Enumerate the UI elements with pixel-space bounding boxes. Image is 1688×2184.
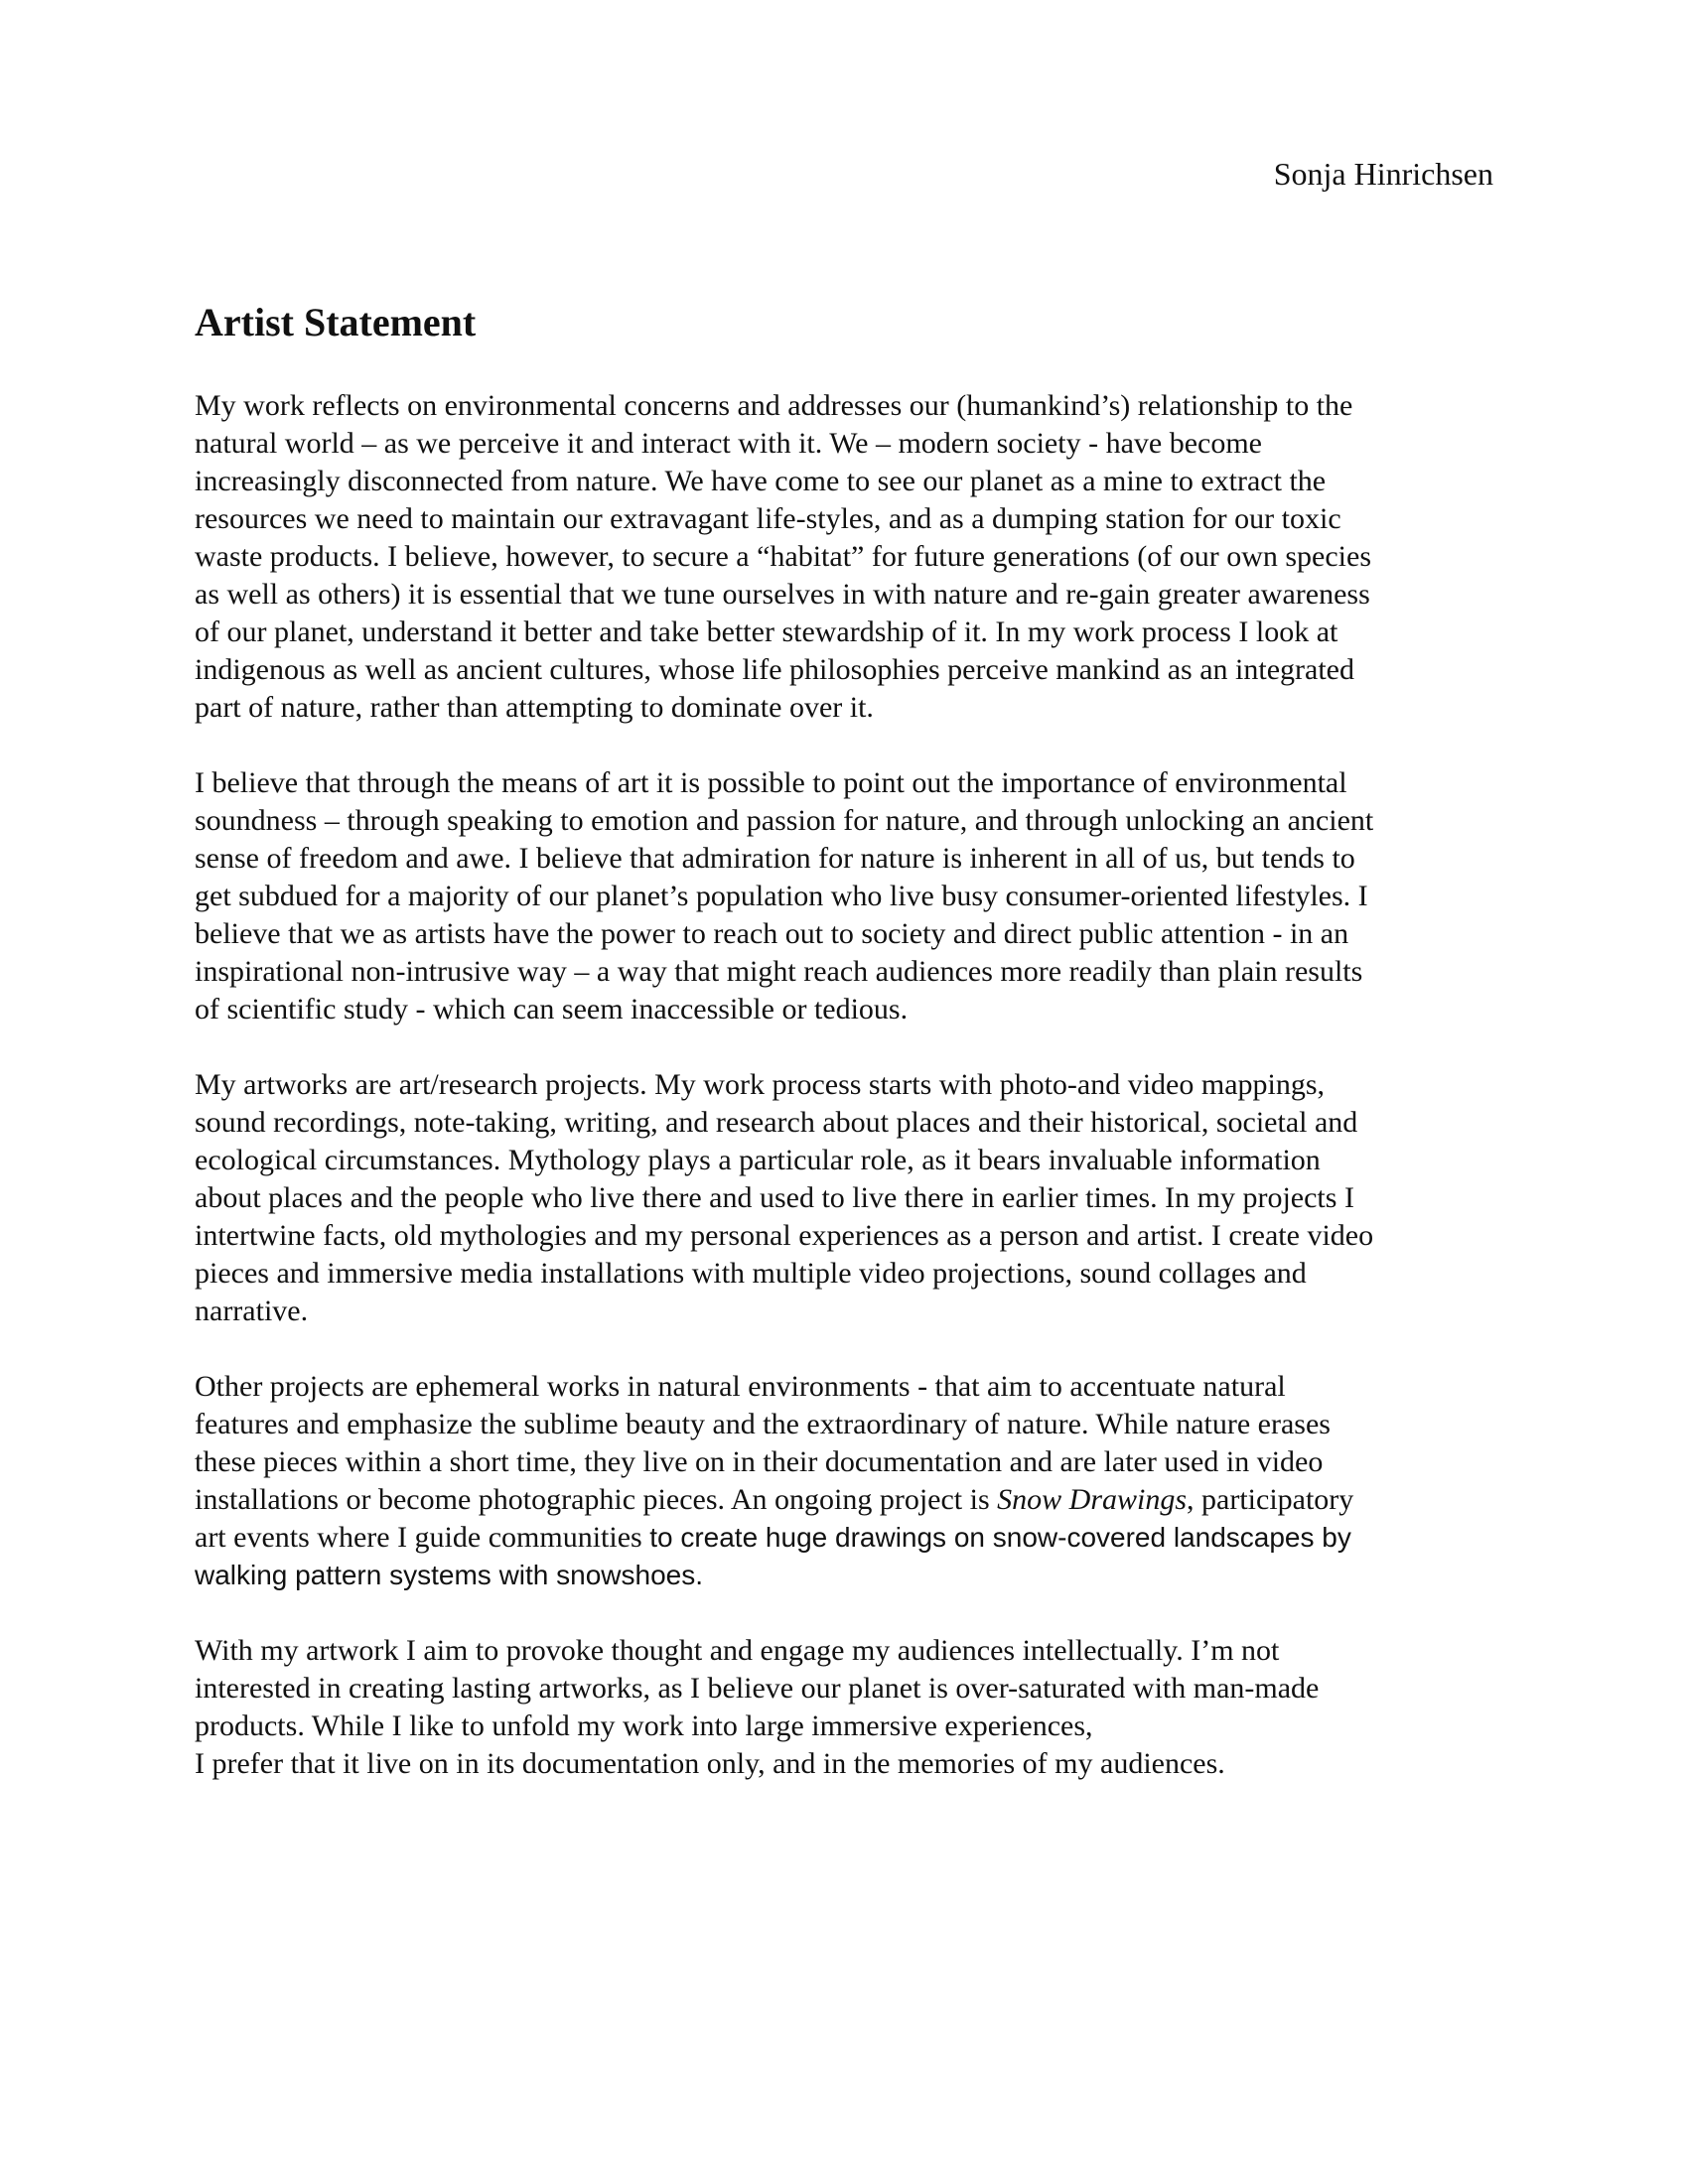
paragraph-line-text: , participatory	[1187, 1483, 1354, 1516]
paragraph-line: sound recordings, note-taking, writing, and research about places and their historical, societal and	[195, 1106, 1358, 1139]
paragraph-line: about places and the people who live there and used to live there in earlier times. In my projects I	[195, 1181, 1354, 1214]
paragraph-line: as well as others) it is essential that we tune ourselves in with nature and re-gain greater awareness	[195, 578, 1370, 611]
paragraph-line: intertwine facts, old mythologies and my personal experiences as a person and artist. I create video	[195, 1219, 1374, 1252]
paragraph-line: I prefer that it live on in its documentation only, and in the memories of my audiences.	[195, 1747, 1225, 1780]
paragraph-line: waste products. I believe, however, to secure a “habitat” for future generations (of our own species	[195, 540, 1371, 573]
paragraph-line-sans: walking pattern systems with snowshoes.	[195, 1560, 703, 1590]
paragraph-line-text-sans: to create huge drawings on snow-covered landscapes by	[649, 1522, 1351, 1553]
paragraph-5	[195, 1632, 1515, 1783]
paragraph-line: inspirational non-intrusive way – a way that might reach audiences more readily than plain results	[195, 955, 1363, 988]
paragraph-line: narrative.	[195, 1295, 309, 1327]
paragraph-line-mixed	[195, 1519, 1515, 1557]
paragraph-line: My work reflects on environmental concerns and addresses our (humankind’s) relationship to the	[195, 389, 1353, 422]
paragraph-line: sense of freedom and awe. I believe that admiration for nature is inherent in all of us, but tends to	[195, 842, 1355, 875]
paragraph-line: indigenous as well as ancient cultures, whose life philosophies perceive mankind as an integrated	[195, 653, 1354, 686]
paragraph-line: of our planet, understand it better and take better stewardship of it. In my work process I look at	[195, 615, 1338, 648]
paragraph-line: get subdued for a majority of our planet’s population who live busy consumer-oriented lifestyles. I	[195, 880, 1368, 912]
paragraph-1	[195, 387, 1515, 727]
paragraph-line: Other projects are ephemeral works in natural environments - that aim to accentuate natural	[195, 1370, 1286, 1403]
document-content	[195, 298, 1515, 1821]
paragraph-line: products. While I like to unfold my work into large immersive experiences,	[195, 1709, 1093, 1742]
paragraph-line: of scientific study - which can seem inaccessible or tedious.	[195, 993, 909, 1025]
paragraph-3	[195, 1066, 1515, 1330]
paragraph-line: increasingly disconnected from nature. We have come to see our planet as a mine to extract the	[195, 465, 1327, 497]
paragraph-line-text: installations or become photographic pieces. An ongoing project is	[195, 1483, 990, 1516]
paragraph-line: believe that we as artists have the power to reach out to society and direct public attention - in an	[195, 917, 1349, 950]
snow-drawings-title: Snow Drawings	[997, 1483, 1188, 1516]
paragraph-line-text: art events where I guide communities	[195, 1521, 642, 1554]
paragraph-2	[195, 764, 1515, 1028]
paragraph-line: interested in creating lasting artworks, as I believe our planet is over-saturated with man-made	[195, 1672, 1320, 1705]
paragraph-line: natural world – as we perceive it and interact with it. We – modern society - have become	[195, 427, 1262, 460]
document-title: Artist Statement	[195, 300, 477, 344]
paragraph-line: features and emphasize the sublime beauty and the extraordinary of nature. While nature erases	[195, 1408, 1331, 1440]
paragraph-line: My artworks are art/research projects. My work process starts with photo-and video mappings,	[195, 1068, 1326, 1101]
paragraph-line: these pieces within a short time, they live on in their documentation and are later used in video	[195, 1445, 1324, 1478]
paragraph-line-mixed	[195, 1481, 1515, 1519]
paragraph-4	[195, 1368, 1515, 1594]
paragraph-line: resources we need to maintain our extravagant life-styles, and as a dumping station for our toxic	[195, 502, 1341, 535]
paragraph-line: part of nature, rather than attempting to dominate over it.	[195, 691, 874, 724]
paragraph-line: soundness – through speaking to emotion and passion for nature, and through unlocking an ancient	[195, 804, 1374, 837]
author-name: Sonja Hinrichsen	[1273, 156, 1493, 192]
paragraph-line: ecological circumstances. Mythology plays a particular role, as it bears invaluable information	[195, 1144, 1321, 1176]
paragraph-line: pieces and immersive media installations with multiple video projections, sound collages and	[195, 1257, 1307, 1290]
paragraph-line: With my artwork I aim to provoke thought and engage my audiences intellectually. I’m not	[195, 1634, 1280, 1667]
paragraph-line: I believe that through the means of art it is possible to point out the importance of environmental	[195, 766, 1347, 799]
